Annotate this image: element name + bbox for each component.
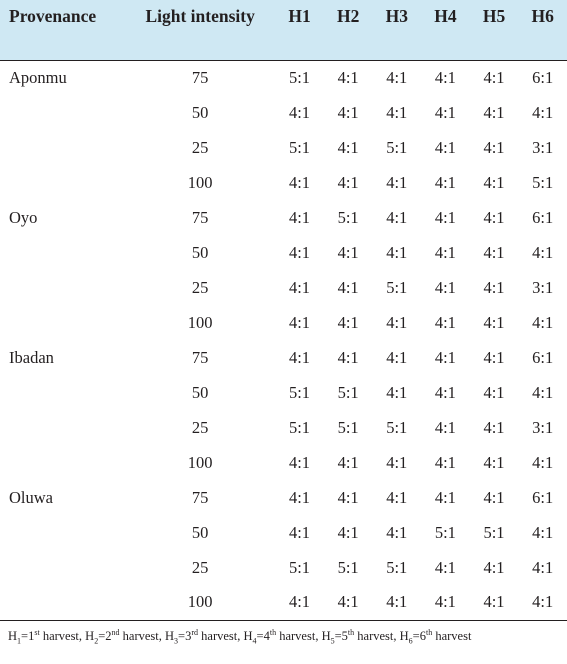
footnote-sup: nd — [111, 628, 120, 637]
ratio-cell-h6: 6:1 — [532, 487, 554, 507]
footnote-h: H — [243, 629, 253, 644]
ratio-cell-h4: 4:1 — [434, 207, 456, 227]
ratio-cell-h2: 5:1 — [337, 382, 359, 402]
ratio-cell-h6: 4:1 — [532, 452, 554, 472]
ratio-cell-h4: 5:1 — [434, 522, 456, 542]
ratio-cell-h1: 5:1 — [288, 382, 311, 402]
table-row — [0, 375, 567, 410]
empty-cell — [0, 235, 125, 270]
footnote-h: H — [165, 629, 175, 644]
footnote-sub: 6 — [408, 636, 413, 646]
header-h2: H2 — [324, 0, 373, 60]
ratio-cell-h3: 4:1 — [386, 452, 408, 472]
ratio-cell-h2: 4:1 — [337, 67, 359, 87]
ratio-cell-h3: 4:1 — [386, 67, 408, 87]
footnote-sup: rd — [191, 628, 199, 637]
ratio-cell-h2: 4:1 — [337, 487, 359, 507]
ratio-cell-h2: 4:1 — [337, 452, 359, 472]
ratio-cell-h2: 4:1 — [337, 172, 359, 192]
ratio-cell-h4: 4:1 — [421, 585, 470, 620]
table-row — [0, 60, 567, 95]
ratio-cell-h1: 4:1 — [288, 242, 311, 262]
empty-cell — [0, 165, 125, 200]
ratio-cell-h4: 4:1 — [434, 452, 456, 472]
ratio-cell-h4: 4:1 — [434, 277, 456, 297]
ratio-cell-h5: 4:1 — [483, 557, 505, 577]
ratio-cell-h3: 4:1 — [372, 585, 421, 620]
footnote-eq: =3 — [178, 629, 192, 644]
ratio-cell-h1: 5:1 — [288, 137, 311, 157]
empty-cell — [0, 95, 125, 130]
ratio-cell-h2: 5:1 — [337, 207, 359, 227]
header-light-intensity: Light intensity — [125, 0, 275, 60]
light-intensity-cell: 100 — [187, 452, 213, 472]
ratio-cell-h1: 4:1 — [288, 487, 311, 507]
footnote-word: harvest — [354, 629, 394, 644]
ratio-cell-h1: 5:1 — [288, 557, 311, 577]
ratio-cell-h1: 4:1 — [288, 207, 311, 227]
ratio-cell-h5: 4:1 — [483, 312, 505, 332]
footnote-h: H — [85, 629, 95, 644]
footnote-sub: 3 — [174, 636, 179, 646]
header-h4: H4 — [421, 0, 470, 60]
provenance-cell: Ibadan — [9, 347, 54, 367]
light-intensity-cell: 100 — [187, 172, 213, 192]
ratio-cell-h6: 3:1 — [532, 277, 554, 297]
light-intensity-cell: 25 — [191, 137, 209, 157]
light-intensity-cell: 75 — [191, 487, 209, 507]
footnote-sup: st — [34, 628, 40, 637]
ratio-cell-h4: 4:1 — [434, 242, 456, 262]
ratio-cell-h4: 4:1 — [434, 102, 456, 122]
light-intensity-cell: 75 — [191, 67, 209, 87]
header-provenance: Provenance — [0, 0, 125, 60]
footnote-word: harvest — [432, 629, 472, 644]
ratio-cell-h2: 4:1 — [337, 277, 359, 297]
ratio-cell-h3: 4:1 — [386, 382, 408, 402]
ratio-cell-h2: 5:1 — [337, 417, 359, 437]
ratio-cell-h5: 5:1 — [483, 522, 505, 542]
table-row — [0, 445, 567, 480]
ratio-cell-h3: 4:1 — [386, 172, 408, 192]
empty-cell — [0, 130, 125, 165]
table-footnote: $H_1=1st$ harvest, $H_2=2nd$ harvest, $H_3=3rd$ harvest, $H_4=4th$ harvest, $H_5=5th$ harvest, $H_6=6th$ harvest — [8, 628, 472, 646]
ratio-cell-h5: 4:1 — [483, 137, 505, 157]
footnote-item — [8, 628, 79, 646]
table-row — [0, 515, 567, 550]
footnote-word: harvest — [276, 629, 316, 644]
table-row — [0, 165, 567, 200]
footnote-h: H — [321, 629, 331, 644]
provenance-cell: Oyo — [9, 207, 38, 227]
ratio-cell-h5: 4:1 — [483, 207, 505, 227]
light-intensity-cell: 75 — [191, 207, 209, 227]
ratio-cell-h1: 4:1 — [275, 585, 324, 620]
ratio-cell-h6: 4:1 — [532, 382, 554, 402]
ratio-cell-h3: 4:1 — [386, 347, 408, 367]
ratio-cell-h5: 4:1 — [483, 277, 505, 297]
ratio-cell-h3: 5:1 — [386, 137, 408, 157]
ratio-cell-h4: 4:1 — [434, 417, 456, 437]
light-intensity-cell: 100 — [125, 585, 275, 620]
ratio-cell-h5: 4:1 — [483, 102, 505, 122]
table-header — [0, 0, 567, 60]
table-row — [0, 585, 567, 620]
ratio-cell-h5: 4:1 — [470, 585, 519, 620]
footnote-sup: th — [269, 628, 277, 637]
ratio-cell-h5: 4:1 — [483, 452, 505, 472]
empty-cell — [0, 515, 125, 550]
ratio-cell-h2: 4:1 — [324, 585, 373, 620]
footnote-eq: =5 — [334, 629, 348, 644]
ratio-cell-h6: 6:1 — [532, 67, 554, 87]
ratio-cell-h2: 4:1 — [337, 242, 359, 262]
ratio-cell-h3: 4:1 — [386, 207, 408, 227]
ratio-cell-h2: 4:1 — [337, 312, 359, 332]
table-row — [0, 305, 567, 340]
light-intensity-cell: 100 — [187, 312, 213, 332]
footnote-word: harvest — [39, 629, 79, 644]
ratio-cell-h6: 4:1 — [532, 522, 554, 542]
light-intensity-cell: 25 — [191, 557, 209, 577]
ratio-cell-h6: 4:1 — [532, 102, 554, 122]
footnote-item — [399, 628, 472, 646]
ratio-cell-h2: 4:1 — [337, 102, 359, 122]
light-intensity-cell: 50 — [191, 382, 209, 402]
empty-cell — [0, 410, 125, 445]
light-intensity-cell: 25 — [191, 277, 209, 297]
ratio-cell-h3: 4:1 — [386, 312, 408, 332]
table-row — [0, 130, 567, 165]
ratio-cell-h5: 4:1 — [483, 487, 505, 507]
ratio-cell-h5: 4:1 — [483, 67, 505, 87]
ratio-cell-h2: 4:1 — [337, 522, 359, 542]
ratio-cell-h3: 4:1 — [386, 522, 408, 542]
footnote-eq: =6 — [412, 629, 426, 644]
provenance-cell: Aponmu — [9, 67, 67, 87]
ratio-cell-h6: 6:1 — [532, 207, 554, 227]
footnote-eq: =1 — [21, 629, 35, 644]
ratio-cell-h4: 4:1 — [434, 557, 456, 577]
table-row — [0, 480, 567, 515]
footnote-eq: =4 — [256, 629, 270, 644]
ratio-cell-h4: 4:1 — [434, 137, 456, 157]
ratio-cell-h3: 4:1 — [386, 102, 408, 122]
footnote-eq: =2 — [98, 629, 112, 644]
empty-cell — [0, 375, 125, 410]
table-body — [0, 60, 567, 620]
ratio-cell-h1: 4:1 — [288, 102, 311, 122]
ratio-cell-h3: 4:1 — [386, 242, 408, 262]
ratio-cell-h1: 4:1 — [288, 452, 311, 472]
empty-cell — [0, 550, 125, 585]
footnote-h: H — [399, 629, 409, 644]
ratio-cell-h4: 4:1 — [434, 347, 456, 367]
table-row — [0, 550, 567, 585]
ratio-cell-h3: 5:1 — [386, 417, 408, 437]
footnote-sub: 5 — [330, 636, 335, 646]
light-intensity-cell: 50 — [191, 242, 209, 262]
ratio-cell-h6: 4:1 — [532, 557, 554, 577]
footnote-sub: 4 — [252, 636, 257, 646]
ratio-cell-h5: 4:1 — [483, 417, 505, 437]
footnote-sub: 1 — [17, 636, 22, 646]
ratio-cell-h3: 5:1 — [386, 557, 408, 577]
header-h3: H3 — [372, 0, 421, 60]
footnote-sub: 2 — [94, 636, 99, 646]
footnote-word: harvest — [119, 629, 159, 644]
ratio-cell-h6: 4:1 — [532, 312, 554, 332]
header-h5: H5 — [470, 0, 519, 60]
ratio-cell-h6: 6:1 — [532, 347, 554, 367]
footnote-item — [165, 628, 238, 646]
ratio-cell-h4: 4:1 — [434, 172, 456, 192]
footnote-sup: th — [347, 628, 355, 637]
ratio-cell-h1: 4:1 — [288, 522, 311, 542]
ratio-cell-h5: 4:1 — [483, 172, 505, 192]
ratio-cell-h4: 4:1 — [434, 312, 456, 332]
ratio-cell-h1: 4:1 — [288, 347, 311, 367]
ratio-cell-h4: 4:1 — [434, 67, 456, 87]
table-row — [0, 200, 567, 235]
ratio-cell-h6: 3:1 — [532, 137, 554, 157]
table-row — [0, 95, 567, 130]
empty-cell — [0, 305, 125, 340]
light-intensity-cell: 50 — [191, 522, 209, 542]
footnote-sup: th — [425, 628, 433, 637]
empty-cell — [0, 270, 125, 305]
empty-cell — [0, 445, 125, 480]
footnote-word: harvest — [198, 629, 238, 644]
empty-cell — [0, 585, 125, 620]
ratio-cell-h6: 4:1 — [518, 585, 567, 620]
ratio-cell-h1: 4:1 — [288, 312, 311, 332]
footnote-item — [321, 628, 394, 646]
ratio-cell-h3: 5:1 — [386, 277, 408, 297]
ratio-cell-h1: 5:1 — [288, 67, 311, 87]
light-intensity-cell: 75 — [191, 347, 209, 367]
ratio-cell-h5: 4:1 — [483, 347, 505, 367]
ratio-cell-h2: 4:1 — [337, 347, 359, 367]
ratio-cell-h6: 5:1 — [532, 172, 554, 192]
header-h1: H1 — [275, 0, 324, 60]
footnote-item — [85, 628, 159, 646]
ratio-cell-h2: 5:1 — [337, 557, 359, 577]
provenance-cell: Oluwa — [9, 487, 53, 507]
ratio-cell-h1: 5:1 — [288, 417, 311, 437]
light-intensity-cell: 50 — [191, 102, 209, 122]
header-h6: H6 — [518, 0, 567, 60]
footnote-h: H — [8, 629, 18, 644]
ratio-cell-h6: 4:1 — [532, 242, 554, 262]
table-row — [0, 270, 567, 305]
footnote-item — [243, 628, 316, 646]
light-intensity-cell: 25 — [191, 417, 209, 437]
table-row — [0, 410, 567, 445]
ratio-cell-h5: 4:1 — [483, 382, 505, 402]
ratio-cell-h1: 4:1 — [288, 172, 311, 192]
ratio-cell-h4: 4:1 — [434, 382, 456, 402]
table-row — [0, 235, 567, 270]
ratio-cell-h2: 4:1 — [337, 137, 359, 157]
ratio-cell-h5: 4:1 — [483, 242, 505, 262]
ratio-cell-h1: 4:1 — [288, 277, 311, 297]
ratio-cell-h3: 4:1 — [386, 487, 408, 507]
table-row — [0, 340, 567, 375]
ratio-cell-h4: 4:1 — [434, 487, 456, 507]
ratio-cell-h6: 3:1 — [532, 417, 554, 437]
